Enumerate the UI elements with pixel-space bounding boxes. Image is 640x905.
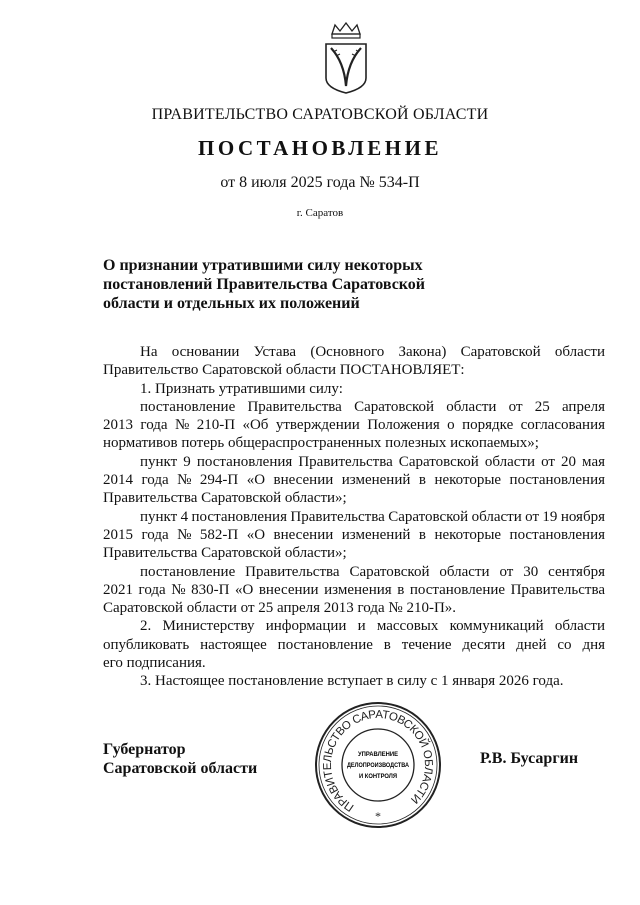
body-line [103,453,605,471]
stamp-ring-text: ПРАВИТЕЛЬСТВО САРАТОВСКОЙ ОБЛАСТИ [321,708,435,814]
document-date-number: от 8 июля 2025 года № 534-П [220,174,420,191]
body-line-text: 2. Министерству информации и массовых коммуникаций области [140,618,605,635]
body-line-text: его подписания. [103,655,206,672]
body-line [103,544,605,562]
body-line-text: опубликовать настоящее постановление в течение десяти дней со дня [103,636,605,653]
body-line [103,672,605,690]
body-line [103,361,605,379]
body-line [103,654,605,672]
document-type: ПОСТАНОВЛЕНИЕ [198,136,442,160]
body-line-text: постановление Правительства Саратовской области от 30 сентября [140,563,605,580]
body-line [103,380,605,398]
title-line: О признании утратившими силу некоторых [103,257,423,274]
body-line [103,434,605,452]
government-name: ПРАВИТЕЛЬСТВО САРАТОВСКОЙ ОБЛАСТИ [151,106,489,123]
body-line-text: 1. Признать утратившими силу: [140,380,343,397]
body-line [103,617,605,635]
body-line [103,508,605,526]
stamp-center-line: ДЕЛОПРОИЗВОДСТВА [347,762,410,769]
body-line [103,398,605,416]
body-line [103,581,605,599]
document-city: г. Саратов [296,207,344,219]
body-line-text: Правительство Саратовской области ПОСТАНОВЛЯЕТ: [103,362,465,379]
document-title [103,256,425,313]
body-line-text: 2021 года № 830-П «О внесении изменения в постановление Правительства [103,581,605,598]
stamp-center-line: УПРАВЛЕНИЕ [358,751,399,758]
title-line: постановлений Правительства Саратовской [103,276,426,293]
body-line-text: постановление Правительства Саратовской области от 25 апреля [140,398,605,415]
body-line-text: 3. Настоящее постановление вступает в силу с 1 января 2026 года. [140,673,564,690]
body-line-text: 2014 года № 294-П «О внесении изменений в некоторые постановления [103,472,605,489]
stamp-star-icon: * [375,809,381,823]
body-line-text: пункт 4 постановления Правительства Саратовской области от 19 ноября [140,508,605,525]
body-line [103,526,605,544]
title-line: области и отдельных их положений [103,295,360,312]
signatory-name: Р.В. Бусаргин [480,750,579,767]
body-line [103,489,605,507]
body-line [103,563,605,581]
coat-of-arms-emblem [322,22,370,94]
signatory-position [103,740,257,778]
body-line-text: Саратовской области от 25 апреля 2013 года № 210-П». [103,600,457,617]
body-line [103,636,605,654]
body-line-text: На основании Устава (Основного Закона) Саратовской области [140,344,605,360]
body-line-text: нормативов потерь общераспространенных полезных ископаемых»; [103,435,539,452]
signatory-position-line: Губернатор [103,741,186,758]
body-line-text: пункт 9 постановления Правительства Саратовской области от 20 мая [140,453,605,470]
body-line-text: 2015 года № 582-П «О внесении изменений в некоторые постановления [103,526,605,543]
stamp-center-line: И КОНТРОЛЯ [359,773,398,780]
body-line [103,471,605,489]
body-line [103,599,605,617]
signatory-position-line: Саратовской области [103,760,258,777]
body-line-text: Правительства Саратовской области»; [103,490,347,507]
official-stamp [313,700,443,830]
body-line-text: Правительства Саратовской области»; [103,545,347,562]
body-line-text: 2013 года № 210-П «Об утверждении Положения о порядке согласования [103,417,605,434]
body-line [103,416,605,434]
body-line [103,343,605,361]
document-body [103,343,605,691]
